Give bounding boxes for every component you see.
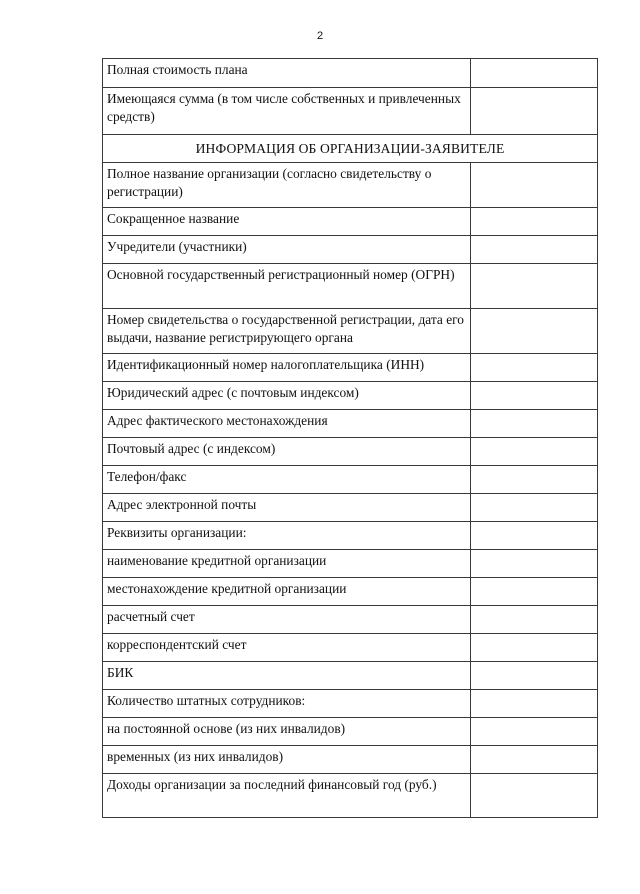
row-value-cell[interactable] bbox=[471, 88, 598, 135]
table-row bbox=[103, 550, 598, 578]
table-row bbox=[103, 410, 598, 438]
row-label-inn: Идентификационный номер налогоплательщика (ИНН) bbox=[103, 354, 471, 382]
table-row bbox=[103, 522, 598, 550]
row-value-cell[interactable] bbox=[471, 309, 598, 354]
row-label-staff-count: Количество штатных сотрудников: bbox=[103, 690, 471, 718]
row-label-registration-certificate: Номер свидетельства о государственной регистрации, дата его выдачи, название регистрирующего органа bbox=[103, 309, 471, 354]
table-row bbox=[103, 718, 598, 746]
row-value-cell[interactable] bbox=[471, 410, 598, 438]
row-value-cell[interactable] bbox=[471, 662, 598, 690]
row-label-bank-details: Реквизиты организации: bbox=[103, 522, 471, 550]
table-row bbox=[103, 634, 598, 662]
row-value-cell[interactable] bbox=[471, 774, 598, 818]
row-label-full-name: Полное название организации (согласно свидетельству о регистрации) bbox=[103, 163, 471, 208]
row-label-founders: Учредители (участники) bbox=[103, 236, 471, 264]
row-label-temporary-staff: временных (из них инвалидов) bbox=[103, 746, 471, 774]
row-value-cell[interactable] bbox=[471, 264, 598, 309]
row-label-correspondent-account: корреспондентский счет bbox=[103, 634, 471, 662]
table-row bbox=[103, 494, 598, 522]
row-value-cell[interactable] bbox=[471, 606, 598, 634]
row-value-cell[interactable] bbox=[471, 208, 598, 236]
table-row bbox=[103, 59, 598, 88]
page-number: 2 bbox=[316, 30, 324, 42]
table-row bbox=[103, 690, 598, 718]
row-label-permanent-staff: на постоянной основе (из них инвалидов) bbox=[103, 718, 471, 746]
row-value-cell[interactable] bbox=[471, 746, 598, 774]
table-row bbox=[103, 438, 598, 466]
row-label-settlement-account: расчетный счет bbox=[103, 606, 471, 634]
row-label-bank-location: местонахождение кредитной организации bbox=[103, 578, 471, 606]
table-row bbox=[103, 163, 598, 208]
table-row bbox=[103, 354, 598, 382]
table-row bbox=[103, 746, 598, 774]
row-label-annual-income: Доходы организации за последний финансовый год (руб.) bbox=[103, 774, 471, 818]
table-row bbox=[103, 606, 598, 634]
table-row bbox=[103, 578, 598, 606]
row-value-cell[interactable] bbox=[471, 550, 598, 578]
application-form-table bbox=[102, 58, 598, 818]
row-value-cell[interactable] bbox=[471, 718, 598, 746]
row-label-total-cost: Полная стоимость плана bbox=[103, 59, 471, 88]
row-value-cell[interactable] bbox=[471, 59, 598, 88]
row-label-actual-address: Адрес фактического местонахождения bbox=[103, 410, 471, 438]
row-value-cell[interactable] bbox=[471, 163, 598, 208]
row-label-short-name: Сокращенное название bbox=[103, 208, 471, 236]
row-label-legal-address: Юридический адрес (с почтовым индексом) bbox=[103, 382, 471, 410]
row-value-cell[interactable] bbox=[471, 494, 598, 522]
row-label-bik: БИК bbox=[103, 662, 471, 690]
table-row bbox=[103, 309, 598, 354]
row-value-cell[interactable] bbox=[471, 578, 598, 606]
row-value-cell[interactable] bbox=[471, 522, 598, 550]
row-label-email: Адрес электронной почты bbox=[103, 494, 471, 522]
row-label-bank-name: наименование кредитной организации bbox=[103, 550, 471, 578]
table-row bbox=[103, 264, 598, 309]
row-label-available-amount: Имеющаяся сумма (в том числе собственных и привлеченных средств) bbox=[103, 88, 471, 135]
table-row bbox=[103, 88, 598, 135]
row-value-cell[interactable] bbox=[471, 690, 598, 718]
row-value-cell[interactable] bbox=[471, 236, 598, 264]
table-row bbox=[103, 774, 598, 818]
table-row bbox=[103, 382, 598, 410]
row-value-cell[interactable] bbox=[471, 466, 598, 494]
row-label-postal-address: Почтовый адрес (с индексом) bbox=[103, 438, 471, 466]
row-label-phone-fax: Телефон/факс bbox=[103, 466, 471, 494]
row-value-cell[interactable] bbox=[471, 438, 598, 466]
row-label-ogrn: Основной государственный регистрационный номер (ОГРН) bbox=[103, 264, 471, 309]
section-header-row bbox=[103, 135, 598, 163]
table-row bbox=[103, 208, 598, 236]
table-row bbox=[103, 466, 598, 494]
section-title: ИНФОРМАЦИЯ ОБ ОРГАНИЗАЦИИ-ЗАЯВИТЕЛЕ bbox=[103, 135, 598, 163]
row-value-cell[interactable] bbox=[471, 634, 598, 662]
row-value-cell[interactable] bbox=[471, 382, 598, 410]
table-row bbox=[103, 662, 598, 690]
row-value-cell[interactable] bbox=[471, 354, 598, 382]
table-row bbox=[103, 236, 598, 264]
